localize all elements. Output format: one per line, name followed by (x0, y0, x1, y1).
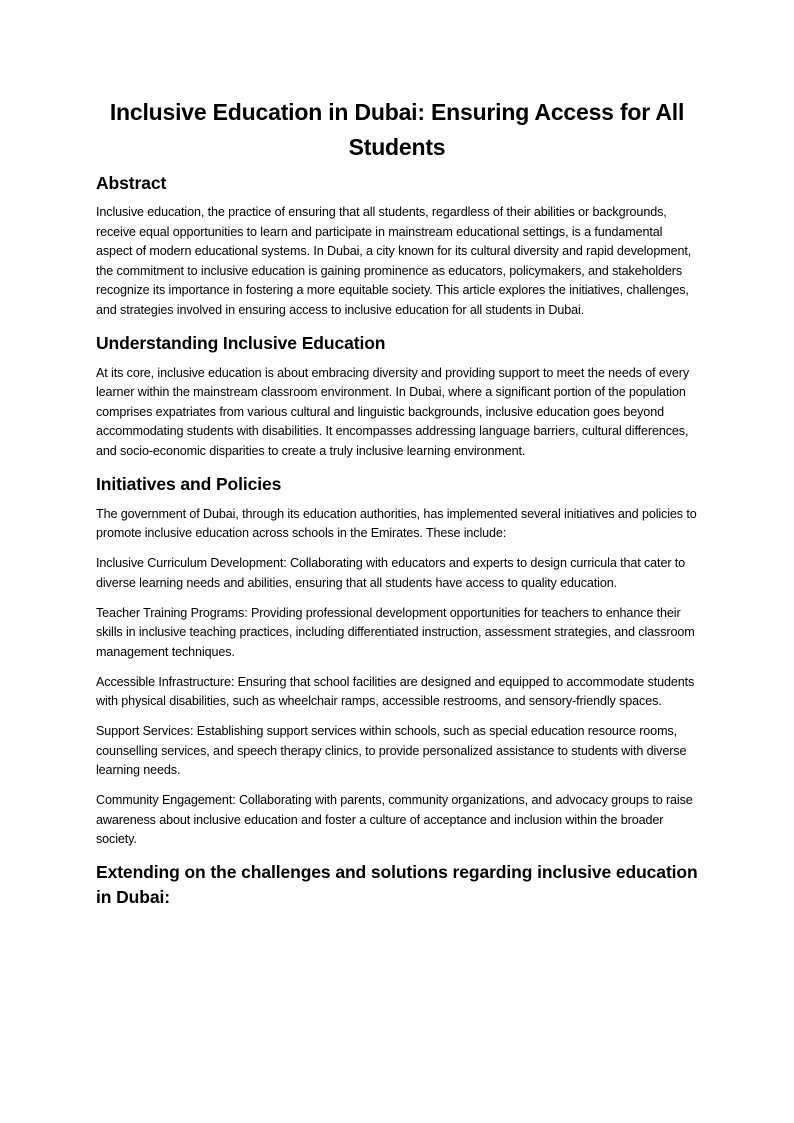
document-title: Inclusive Education in Dubai: Ensuring Access for All Students (109, 99, 685, 160)
initiatives-intro: The government of Dubai, through its education authorities, has implemented several initiatives and policies to promote inclusive education across schools in the Emirates. These include: (96, 506, 697, 540)
initiative-item-infrastructure: Accessible Infrastructure: Ensuring that school facilities are designed and equipped to accommodate students with physical disabilities, such as wheelchair ramps, accessible restrooms, and sensory-friendly spaces. (96, 674, 695, 708)
abstract-heading: Abstract (96, 173, 167, 193)
extending-heading: Extending on the challenges and solutions regarding inclusive education in Dubai: (96, 862, 698, 907)
initiatives-heading: Initiatives and Policies (96, 473, 282, 494)
initiative-item-support-services: Support Services: Establishing support services within schools, such as special education resource rooms, counselling services, and speech therapy clinics, to provide personalized assistance to students with diverse learning needs. (96, 724, 687, 777)
understanding-heading: Understanding Inclusive Education (96, 332, 386, 353)
initiative-item-teacher-training: Teacher Training Programs: Providing professional development opportunities for teachers to enhance their skills in inclusive teaching practices, including differentiated instruction, assessment strategies, and classroom management techniques. (96, 605, 695, 659)
initiative-item-community: Community Engagement: Collaborating with parents, community organizations, and advocacy groups to raise awareness about inclusive education and foster a culture of acceptance and inclusion within the broader society. (96, 793, 693, 846)
understanding-paragraph: At its core, inclusive education is about embracing diversity and providing support to meet the needs of every learner within the mainstream classroom environment. In Dubai, where a significant portion of the population comprises expatriates from various cultural and linguistic backgrounds, inclusive education goes beyond accommodating students with disabilities. It encompasses addressing language barriers, cultural differences, and socio-economic disparities to create a truly inclusive learning environment. (96, 365, 690, 458)
abstract-paragraph: Inclusive education, the practice of ensuring that all students, regardless of their abilities or backgrounds, receive equal opportunities to learn and participate in mainstream educational settings, is a fundamental aspect of modern educational systems. In Dubai, a city known for its cultural diversity and rapid development, the commitment to inclusive education is gaining prominence as educators, policymakers, and stakeholders recognize its importance in fostering a more equitable society. This article explores the initiatives, challenges, and strategies involved in ensuring access to inclusive education for all students in Dubai. (96, 205, 692, 317)
initiative-item-curriculum: Inclusive Curriculum Development: Collaborating with educators and experts to design curricula that cater to diverse learning needs and abilities, ensuring that all students have access to quality education. (96, 556, 686, 590)
